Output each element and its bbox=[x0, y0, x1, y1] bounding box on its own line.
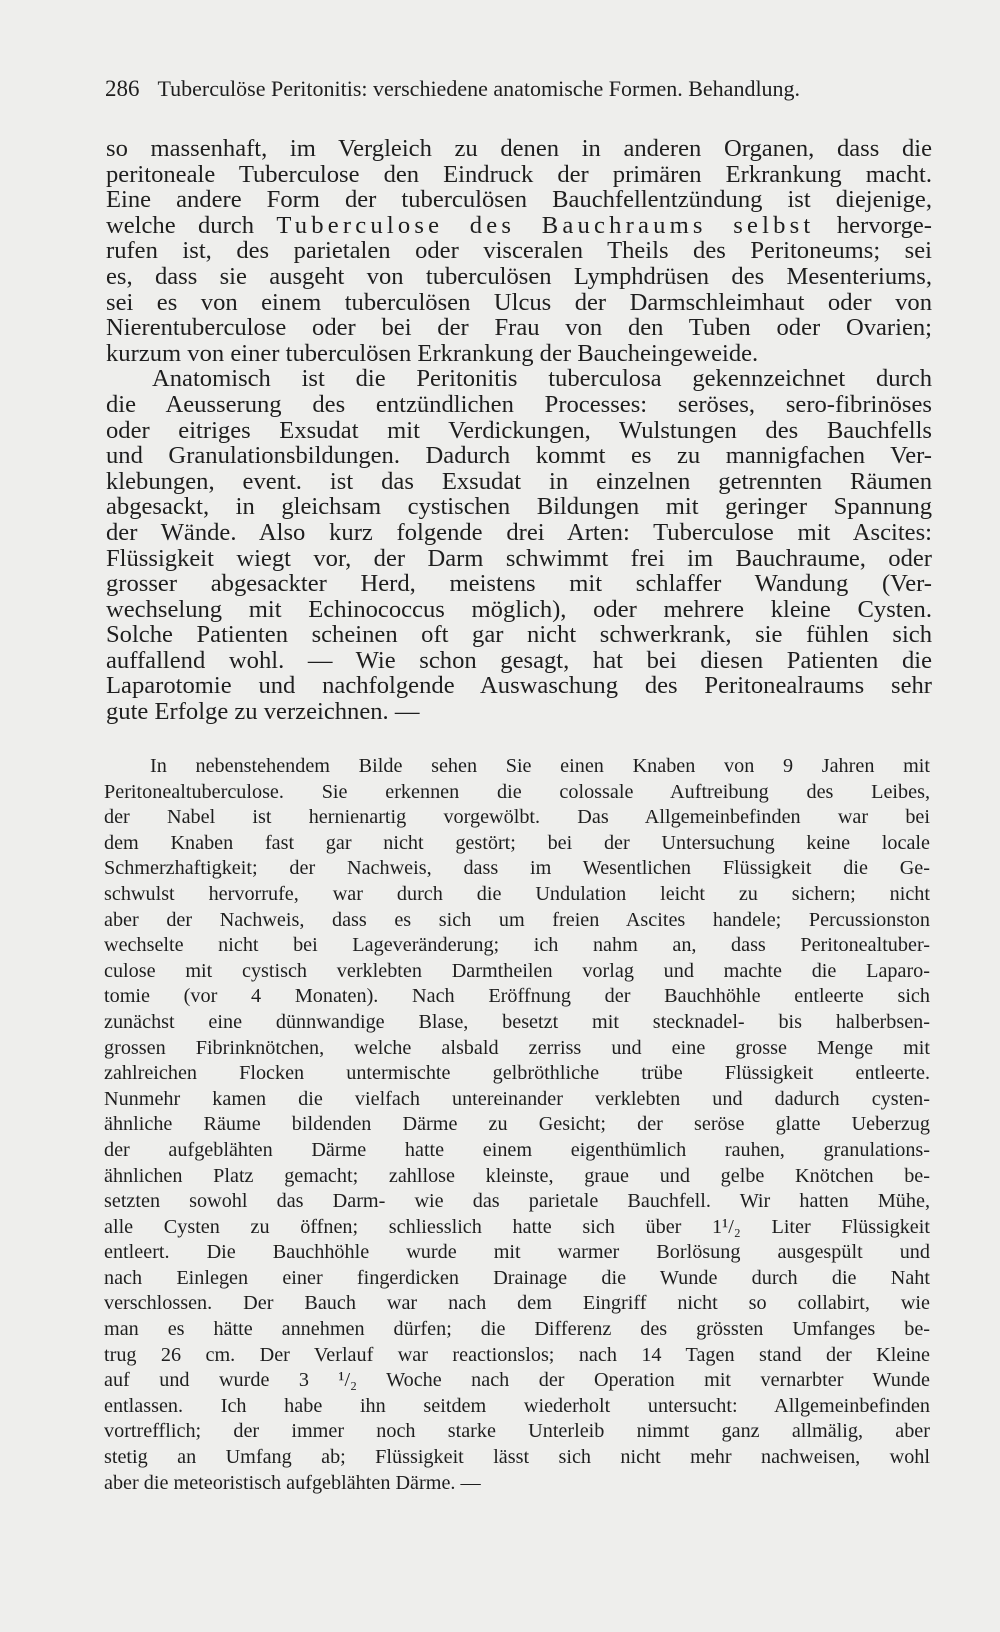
text-line: alle Cysten zu öffnen; schliesslich hatte sich über 1¹/₂ Liter Flüssigkeit bbox=[104, 1215, 930, 1238]
text-line: Peritonealtuberculose. Sie erkennen die colossale Auftreibung des Leibes, bbox=[104, 780, 930, 803]
text-line: wechselung mit Echinococcus möglich), oder mehrere kleine Cysten. bbox=[106, 595, 932, 623]
text-line: der Wände. Also kurz folgende drei Arten: Tuberculose mit Ascites: bbox=[106, 518, 932, 546]
text-line: Solche Patienten scheinen oft gar nicht schwerkrank, sie fühlen sich bbox=[106, 621, 932, 649]
text-line: Nierentuberculose oder bei der Frau von den Tuben oder Ovarien; bbox=[106, 314, 932, 342]
text-line: es, dass sie ausgeht von tuberculösen Lymphdrüsen des Mesenteriums, bbox=[106, 262, 932, 290]
text-line: grosser abgesackter Herd, meistens mit schlaffer Wandung (Ver- bbox=[106, 570, 932, 598]
text-line: ähnliche Räume bildenden Därme zu Gesicht; der seröse glatte Ueberzug bbox=[104, 1113, 930, 1136]
text-line: sei es von einem tuberculösen Ulcus der Darmschleimhaut oder von bbox=[106, 288, 932, 316]
text-line: aber der Nachweis, dass es sich um freien Ascites handele; Percussionston bbox=[104, 908, 930, 931]
text-line: Anatomisch ist die Peritonitis tuberculosa gekennzeichnet durch bbox=[152, 365, 932, 393]
text-line: rufen ist, des parietalen oder visceralen Theils des Peritoneums; sei bbox=[106, 237, 932, 265]
text-line: der aufgeblähten Därme hatte einem eigenthümlich rauhen, granulations- bbox=[104, 1138, 930, 1161]
text-line: oder eitriges Exsudat mit Verdickungen, Wulstungen des Bauchfells bbox=[106, 416, 932, 444]
text-line: vortrefflich; der immer noch starke Unterleib nimmt ganz allmälig, aber bbox=[104, 1420, 930, 1443]
text-line: Schmerzhaftigkeit; der Nachweis, dass im Wesentlichen Flüssigkeit die Ge- bbox=[104, 857, 930, 880]
text-line: zahlreichen Flocken untermischte gelbröthliche trübe Flüssigkeit entleerte. bbox=[104, 1062, 930, 1085]
page-header bbox=[105, 76, 895, 102]
text-line: nach Einlegen einer fingerdicken Drainage die Wunde durch die Naht bbox=[104, 1266, 930, 1289]
text-fragment: welche durch bbox=[106, 211, 277, 239]
text-line: setzten sowohl das Darm- wie das parietale Bauchfell. Wir hatten Mühe, bbox=[104, 1190, 930, 1213]
text-line: aber die meteoristisch aufgeblähten Därme. — bbox=[104, 1471, 481, 1494]
text-line: und Granulationsbildungen. Dadurch kommt es zu mannigfachen Ver- bbox=[106, 442, 932, 470]
text-line: Flüssigkeit wiegt vor, der Darm schwimmt frei im Bauchraume, oder bbox=[106, 544, 932, 572]
paragraph-1 bbox=[106, 136, 932, 366]
text-line: entlassen. Ich habe ihn seitdem wiederholt untersucht: Allgemeinbefinden bbox=[104, 1394, 930, 1417]
text-line: Laparotomie und nachfolgende Auswaschung des Peritonealraums sehr bbox=[106, 672, 932, 700]
text-fragment: hervorge- bbox=[814, 211, 932, 239]
text-line: dem Knaben fast gar nicht gestört; bei der Untersuchung keine locale bbox=[104, 831, 930, 854]
text-line: verschlossen. Der Bauch war nach dem Eingriff nicht so collabirt, wie bbox=[104, 1292, 930, 1315]
text-line: Eine andere Form der tuberculösen Bauchfellentzündung ist diejenige, bbox=[106, 186, 932, 214]
text-line: wechselte nicht bei Lageveränderung; ich nahm an, dass Peritonealtuber- bbox=[104, 934, 930, 957]
text-line: auf und wurde 3 ¹/₂ Woche nach der Operation mit vernarbter Wunde bbox=[104, 1369, 930, 1392]
text-line: zunächst eine dünnwandige Blase, besetzt mit stecknadel- bis halberbsen- bbox=[104, 1010, 930, 1033]
text-line: tomie (vor 4 Monaten). Nach Eröffnung der Bauchhöhle entleerte sich bbox=[104, 985, 930, 1008]
emphasized-text: Tuberculose des Bauchraums selbst bbox=[276, 211, 815, 239]
case-report-paragraph bbox=[104, 754, 930, 1496]
text-line: stetig an Umfang ab; Flüssigkeit lässt sich nicht mehr nachweisen, wohl bbox=[104, 1446, 930, 1469]
text-line: der Nabel ist hernienartig vorgewölbt. Das Allgemeinbefinden war bei bbox=[104, 806, 930, 829]
text-line: culose mit cystisch verklebten Darmtheilen vorlag und machte die Laparo- bbox=[104, 959, 930, 982]
text-line: die Aeusserung des entzündlichen Processes: seröses, sero-fibrinöses bbox=[106, 390, 932, 418]
text-line: klebungen, event. ist das Exsudat in einzelnen getrennten Räumen bbox=[106, 467, 932, 495]
text-line: kurzum von einer tuberculösen Erkrankung der Baucheingeweide. bbox=[106, 339, 759, 367]
text-line: peritoneale Tuberculose den Eindruck der primären Erkrankung macht. bbox=[106, 160, 932, 188]
text-line: man es hätte annehmen dürfen; die Differenz des grössten Umfanges be- bbox=[104, 1318, 930, 1341]
text-line: grossen Fibrinknötchen, welche alsbald zerriss und eine grosse Menge mit bbox=[104, 1036, 930, 1059]
text-line: ähnlichen Platz gemacht; zahllose kleinste, graue und gelbe Knötchen be- bbox=[104, 1164, 930, 1187]
main-text bbox=[106, 136, 932, 725]
text-line bbox=[106, 213, 932, 239]
text-line: schwulst hervorrufe, war durch die Undulation leicht zu sichern; nicht bbox=[104, 882, 930, 905]
paragraph-2 bbox=[106, 366, 932, 724]
text-line: In nebenstehendem Bilde sehen Sie einen Knaben von 9 Jahren mit bbox=[150, 755, 930, 777]
text-line: entleert. Die Bauchhöhle wurde mit warmer Borlösung ausgespült und bbox=[104, 1241, 930, 1264]
page-number: 286 bbox=[105, 76, 140, 101]
text-line: gute Erfolge zu verzeichnen. — bbox=[106, 698, 420, 726]
text-line: auffallend wohl. — Wie schon gesagt, hat bei diesen Patienten die bbox=[106, 646, 932, 674]
running-title: Tuberculöse Peritonitis: verschiedene anatomische Formen. Behandlung. bbox=[157, 76, 801, 101]
text-line: so massenhaft, im Vergleich zu denen in anderen Organen, dass die bbox=[106, 135, 932, 162]
text-line: Nunmehr kamen die vielfach untereinander verklebten und dadurch cysten- bbox=[104, 1087, 930, 1110]
case-report-text bbox=[104, 754, 930, 1496]
text-line: trug 26 cm. Der Verlauf war reactionslos; nach 14 Tagen stand der Kleine bbox=[104, 1343, 930, 1366]
text-line: abgesackt, in gleichsam cystischen Bildungen mit geringer Spannung bbox=[106, 493, 932, 521]
